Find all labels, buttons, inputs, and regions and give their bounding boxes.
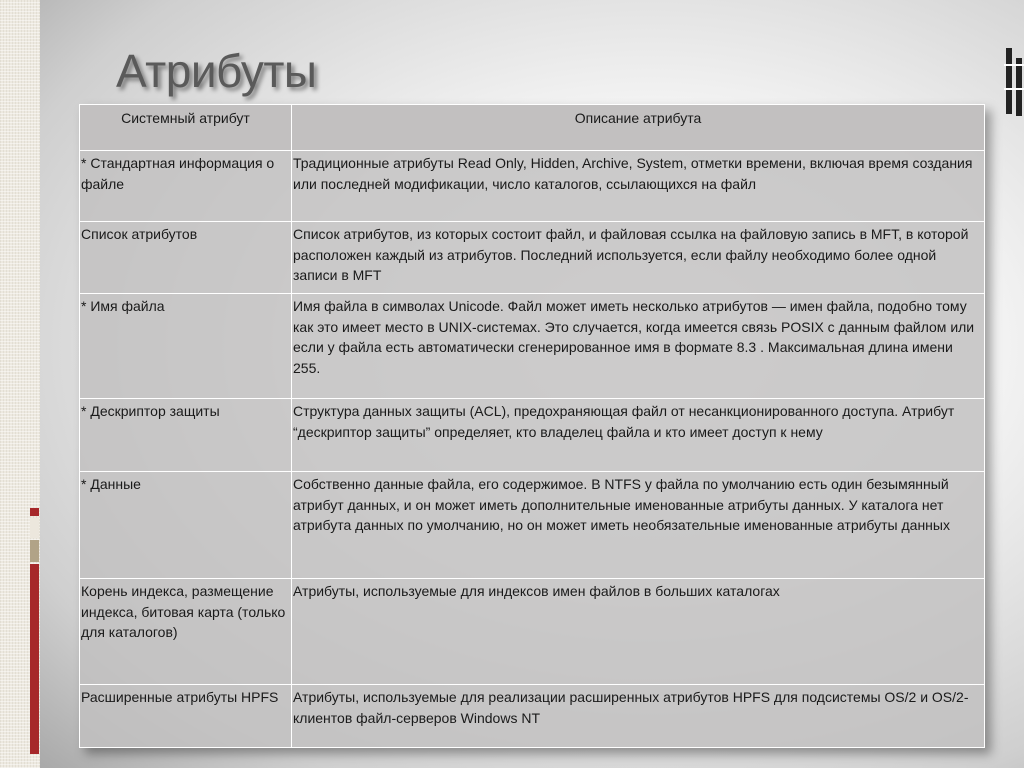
- attribute-description-cell: Имя файла в символах Unicode. Файл может иметь несколько атрибутов — имен файла, подобно тому как это имеет место в UNIX-системах. Это случается, когда имеется связь POSIX с данным файлом или если у файла есть автоматически сгенерированное имя в формате 8.3 . Максимальная длина имени 255.: [292, 294, 985, 399]
- attributes-table: [79, 104, 985, 748]
- table-row: [80, 294, 985, 399]
- stripe-segment: [30, 508, 39, 516]
- attribute-description-cell: Список атрибутов, из которых состоит файл, и файловая ссылка на файловую запись в MFT, в которой расположен каждый из атрибутов. Последний используется, если файлу необходимо более одной записи в MFT: [292, 222, 985, 294]
- attribute-name-cell: Список атрибутов: [80, 222, 292, 294]
- attribute-description-cell: Традиционные атрибуты Read Only, Hidden, Archive, System, отметки времени, включая время создания или последней модификации, число каталогов, ссылающихся на файл: [292, 151, 985, 222]
- attribute-name-cell: * Стандартная информация о файле: [80, 151, 292, 222]
- stripe-segment: [30, 518, 39, 538]
- slide-title: Атрибуты: [116, 45, 317, 97]
- attribute-name-cell: * Данные: [80, 472, 292, 579]
- stripe-segment: [30, 540, 39, 562]
- attribute-description-cell: Атрибуты, используемые для индексов имен файлов в больших каталогах: [292, 579, 985, 685]
- table-row: [80, 151, 985, 222]
- attribute-name-cell: Расширенные атрибуты HPFS: [80, 685, 292, 748]
- stripe-segment: [30, 564, 39, 754]
- attribute-description-cell: Собственно данные файла, его содержимое. В NTFS у файла по умолчанию есть один безымянный атрибут данных, и он может иметь дополнительные именованные атрибуты данных. У каталога нет атрибута данных по умолчанию, но он может иметь необязательные именованные атрибуты данных: [292, 472, 985, 579]
- decorative-stripe: [30, 508, 39, 754]
- attribute-name-cell: Корень индекса, размещение индекса, битовая карта (только для каталогов): [80, 579, 292, 685]
- table-row: [80, 685, 985, 748]
- bars-logo-icon: [1004, 44, 1024, 118]
- attribute-description-cell: Структура данных защиты (ACL), предохраняющая файл от несанкционированного доступа. Атрибут “дескриптор защиты” определяет, кто владелец файла и кто имеет доступ к нему: [292, 399, 985, 472]
- attribute-description-cell: Атрибуты, используемые для реализации расширенных атрибутов HPFS для подсистемы OS/2 и OS/2-клиентов файл-серверов Windows NT: [292, 685, 985, 748]
- table-row: [80, 472, 985, 579]
- table-header-row: [80, 105, 985, 151]
- table-row: [80, 399, 985, 472]
- attribute-name-cell: * Имя файла: [80, 294, 292, 399]
- table-row: [80, 222, 985, 294]
- attribute-name-cell: * Дескриптор защиты: [80, 399, 292, 472]
- table-row: [80, 579, 985, 685]
- header-system-attribute: Системный атрибут: [80, 105, 292, 151]
- header-description: Описание атрибута: [292, 105, 985, 151]
